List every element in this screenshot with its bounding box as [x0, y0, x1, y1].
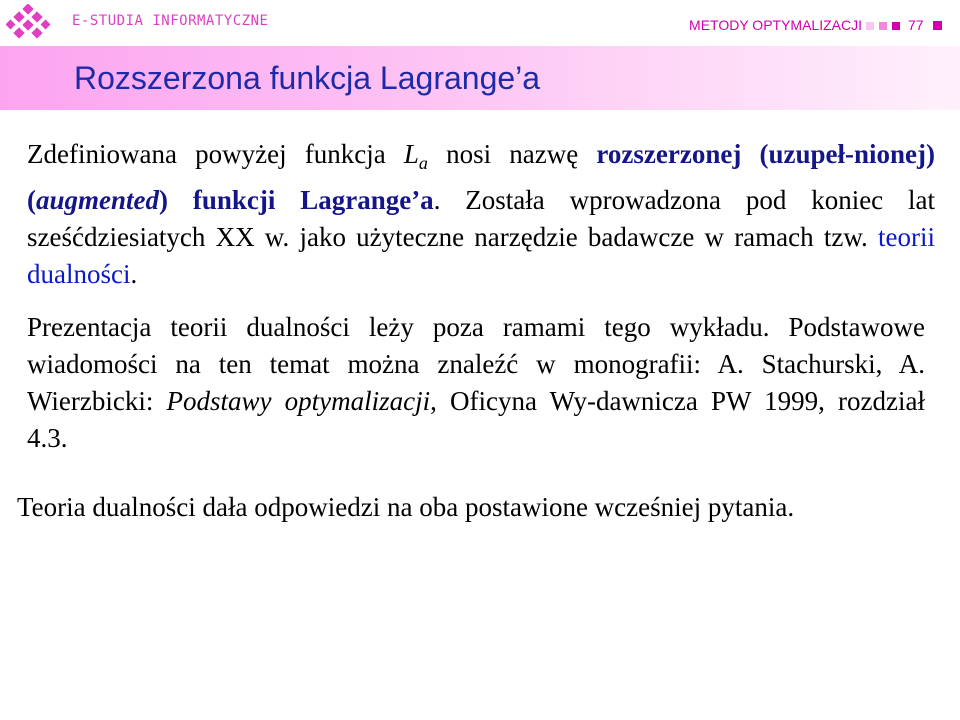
math-symbol: L [403, 139, 419, 169]
paragraph-reference: Prezentacja teorii dualności leży poza ramami tego wykładu. Podstawowe wiadomości na ten temat można znaleźć w monografii: A. Stachurski, A. Wierzbicki: Podstawy optymalizacji, Oficyna Wy-dawnicza PW 1999, rozdział 4.3. [27, 312, 925, 453]
book-title: Podstawy optymalizacji [166, 386, 431, 416]
page-marker-icon [933, 21, 942, 30]
slide-title: Rozszerzona funkcja Lagrange’a [74, 60, 541, 96]
link-duality-theory[interactable]: teorii dualności [27, 222, 935, 289]
course-name: METODY OPTYMALIZACJI [689, 17, 862, 33]
paragraph-definition: Zdefiniowana powyżej funkcja $L_a$ nosi nazwę rozszerzonej (uzupeł-nionej) (augmented) funkcji Lagrange’a. Została wprowadzona pod koniec lat sześćdziesiatych XX w. jako użyteczne narzędzie badawcze w ramach tzw. teorii dualności. [27, 139, 935, 289]
diamond-grid-logo [6, 4, 52, 42]
term-augmented-lagrangian: rozszerzonej (uzupeł-nionej) (augmented) funkcji Lagrange’a [27, 139, 935, 215]
math-subscript: a [418, 153, 428, 173]
brand-name: E-STUDIA INFORMATYCZNE [72, 13, 269, 29]
paragraph-conclusion: Teoria dualności dała odpowiedzi na oba postawione wcześniej pytania. [17, 492, 795, 522]
decorative-squares-icon [866, 21, 902, 31]
page-number: 77 [908, 17, 924, 33]
